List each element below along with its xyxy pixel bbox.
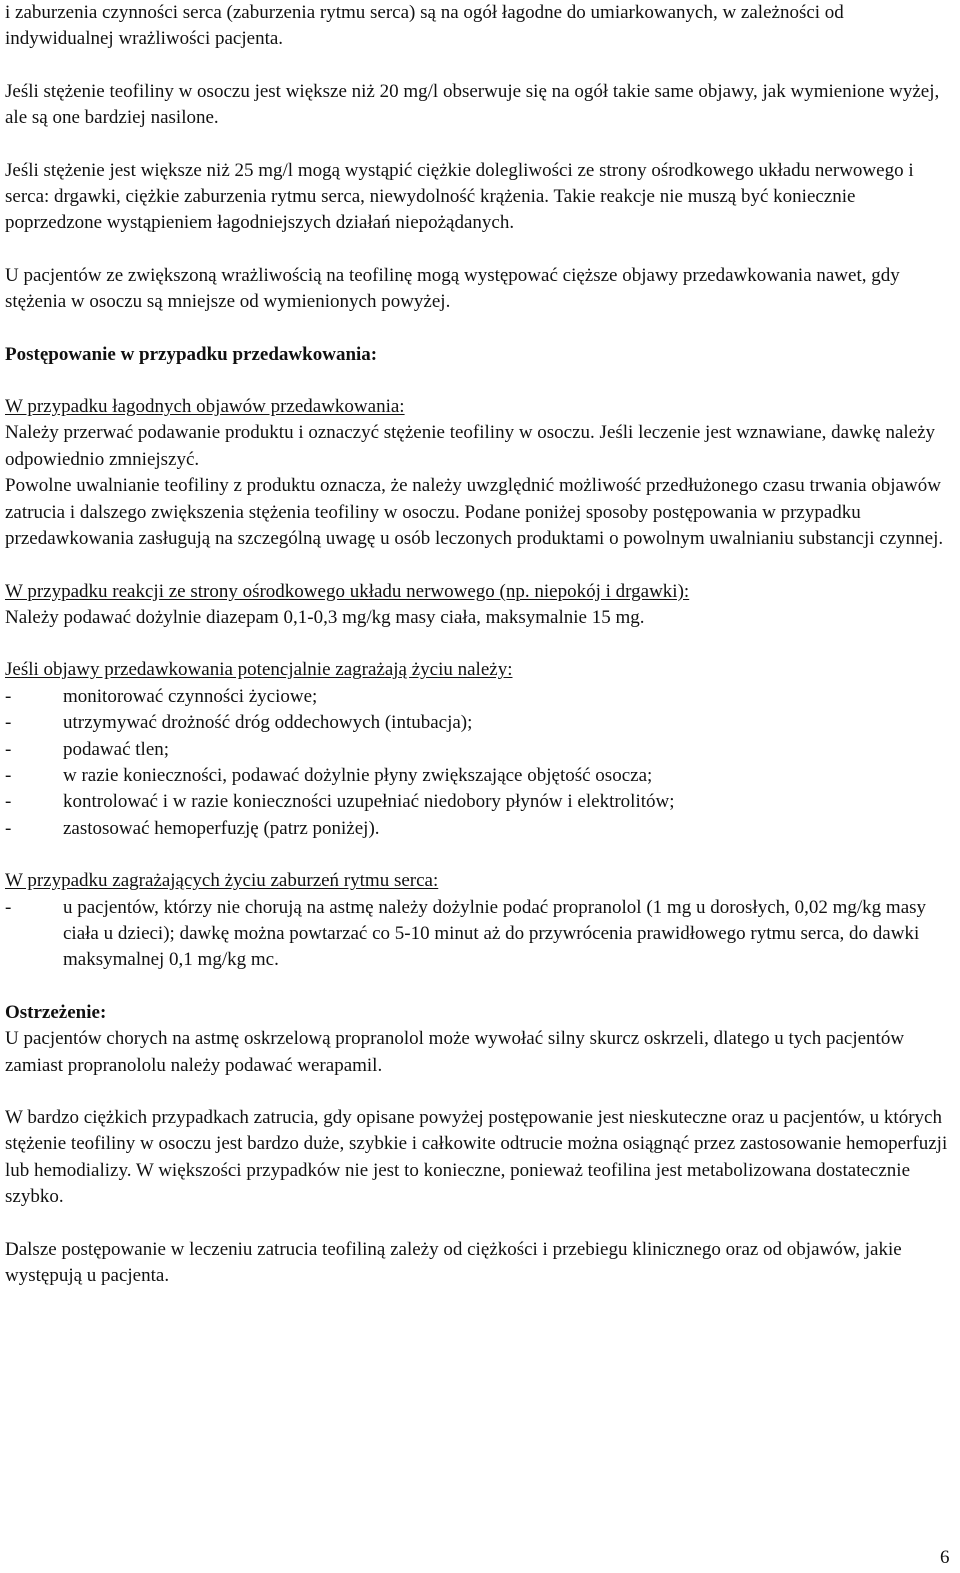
list-item-text: zastosować hemoperfuzję (patrz poniżej). (63, 817, 380, 839)
paragraph-above-25mg: Jeśli stężenie jest większe niż 25 mg/l mogą wystąpić ciężkie dolegliwości ze strony ośrodkowego układu nerwowego i serca: drgawki, ciężkie zaburzenia rytmu serca, niewydolność krążenia. Takie reakcje nie muszą być koniecznie poprzedzone wystąpieniem łagodniejszych działań niepożądanych. (5, 159, 914, 234)
cns-reaction-subheading: W przypadku reakcji ze strony ośrodkowego układu nerwowego (np. niepokój i drgawki): (5, 580, 690, 602)
list-dash: - (5, 685, 12, 707)
hemoperfusion-paragraph: W bardzo ciężkich przypadkach zatrucia, gdy opisane powyżej postępowanie jest nieskuteczne oraz u pacjentów, u których stężenie teofiliny w osoczu jest bardzo duże, szybkie i całkowite odtrucie można osiągnąć przez zastosowanie hemoperfuzji lub hemodializy. W większości przypadków nie jest to konieczne, ponieważ teofilina jest metabolizowana dostatecznie szybko. (5, 1107, 948, 1208)
mild-symptoms-subheading: W przypadku łagodnych objawów przedawkowania: (5, 396, 405, 418)
document-page (5, 0, 955, 1289)
page-number: 6 (940, 1547, 950, 1568)
list-dash: - (5, 712, 12, 734)
list-item (5, 737, 955, 763)
list-item-text: kontrolować i w razie konieczności uzupełniać niedobory płynów i elektrolitów; (63, 791, 675, 813)
life-threatening-list (5, 684, 955, 842)
list-dash: - (5, 738, 12, 760)
arrhythmia-list (5, 895, 955, 974)
list-item (5, 789, 955, 815)
further-treatment-paragraph: Dalsze postępowanie w leczeniu zatrucia teofiliną zależy od ciężkości i przebiegu klinicznego oraz od objawów, jakie występują u pacjenta. (5, 1238, 902, 1287)
list-dash: - (5, 791, 12, 813)
list-item (5, 895, 955, 974)
list-item (5, 816, 955, 842)
list-item-text: podawać tlen; (63, 738, 170, 760)
paragraph-symptoms-continued: i zaburzenia czynności serca (zaburzenia rytmu serca) są na ogół łagodne do umiarkowanych, w zależności od indywidualnej wrażliwości pacjenta. (5, 2, 844, 50)
life-threatening-subheading: Jeśli objawy przedawkowania potencjalnie zagrażają życiu należy: (5, 659, 513, 681)
list-item (5, 710, 955, 736)
list-dash: - (5, 817, 12, 839)
list-dash: - (5, 896, 12, 918)
slow-release-text: Powolne uwalnianie teofiliny z produktu oznacza, że należy uwzględnić możliwość przedłużonego czasu trwania objawów zatrucia i dalszego zwiększenia stężenia teofiliny w osoczu. Podane poniżej sposoby postępowania w przypadku przedawkowania zasługują na szczególną uwagę u osób leczonych produktami o powolnym uwalnianiu substancji czynnej. (5, 475, 944, 550)
paragraph-above-20mg: Jeśli stężenie teofiliny w osoczu jest większe niż 20 mg/l obserwuje się na ogół takie same objawy, jak wymienione wyżej, ale są one bardziej nasilone. (5, 80, 940, 129)
paragraph-sensitive-patients: U pacjentów ze zwiększoną wrażliwością na teofilinę mogą występować cięższe objawy przedawkowania nawet, gdy stężenia w osoczu są mniejsze od wymienionych powyżej. (5, 264, 900, 313)
arrhythmia-subheading: W przypadku zagrażających życiu zaburzeń rytmu serca: (5, 870, 439, 892)
warning-heading: Ostrzeżenie: (5, 1001, 107, 1023)
list-item-text: utrzymywać drożność dróg oddechowych (intubacja); (63, 712, 473, 734)
list-item-text: monitorować czynności życiowe; (63, 685, 318, 707)
mild-symptoms-text: Należy przerwać podawanie produktu i oznaczyć stężenie teofiliny w osoczu. Jeśli leczenie jest wznawiane, dawkę należy odpowiednio zmniejszyć. (5, 422, 936, 470)
diazepam-text: Należy podawać dożylnie diazepam 0,1-0,3 mg/kg masy ciała, maksymalnie 15 mg. (5, 606, 645, 628)
overdose-heading: Postępowanie w przypadku przedawkowania: (5, 343, 378, 365)
list-item-text: w razie konieczności, podawać dożylnie płyny zwiększające objętość osocza; (63, 764, 653, 786)
list-dash: - (5, 764, 12, 786)
list-item (5, 684, 955, 710)
list-item-text: u pacjentów, którzy nie chorują na astmę należy dożylnie podać propranolol (1 mg u dorosłych, 0,02 mg/kg masy ciała u dzieci); dawkę można powtarzać co 5-10 minut aż do przywrócenia prawidłowego rytmu serca, do dawki maksymalnej 0,1 mg/kg mc. (63, 896, 927, 971)
list-item (5, 763, 955, 789)
warning-text: U pacjentów chorych na astmę oskrzelową propranolol może wywołać silny skurcz oskrzeli, dlatego u tych pacjentów zamiast propranololu należy podawać werapamil. (5, 1028, 905, 1076)
